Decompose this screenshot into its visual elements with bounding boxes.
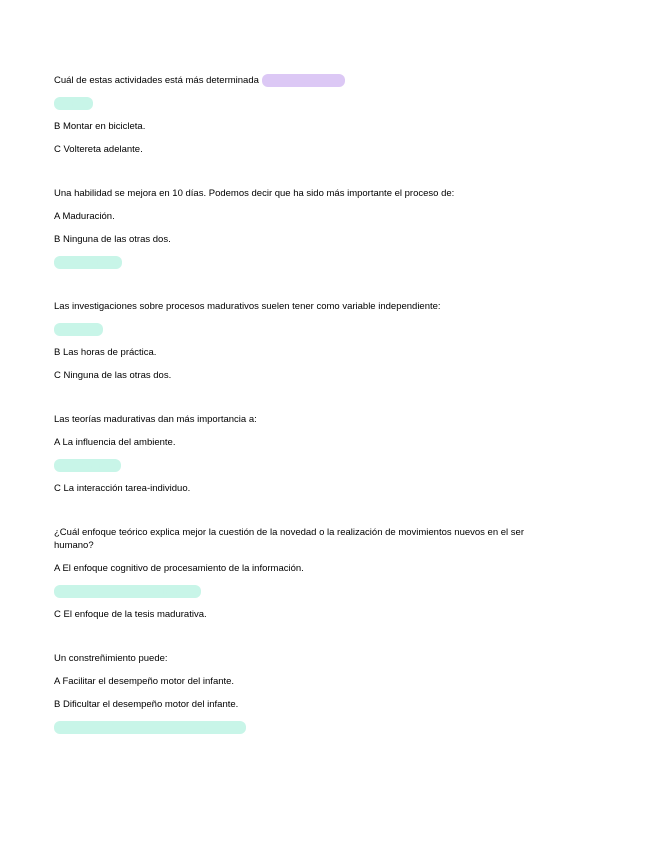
- question-1: [54, 74, 574, 156]
- question-4: [54, 413, 574, 495]
- option-a: [54, 323, 574, 336]
- option-b: B Las horas de práctica.: [54, 347, 157, 358]
- option-a: A Maduración.: [54, 211, 115, 222]
- question-3: [54, 300, 574, 382]
- option-c: C Ninguna de las otras dos.: [54, 370, 172, 381]
- option-b: [54, 459, 574, 472]
- option-c: C El enfoque de la tesis madurativa.: [54, 609, 207, 620]
- correct-answer-highlight: C Las otras dos respuestas son verdaderas.: [54, 721, 246, 734]
- question-5: [54, 526, 574, 621]
- option-a: A El enfoque cognitivo de procesamiento de la información.: [54, 563, 304, 574]
- option-a: A La influencia del ambiente.: [54, 437, 176, 448]
- correct-answer-highlight: C Aprendizaje.: [54, 256, 122, 269]
- question-5-text: ¿Cuál enfoque teórico explica mejor la cuestión de la novedad o la realización de movimientos nuevos en el ser humano?: [54, 527, 524, 551]
- option-b: B Montar en bicicleta.: [54, 121, 146, 132]
- option-c: C Voltereta adelante.: [54, 144, 143, 155]
- question-6: [54, 652, 574, 734]
- question-6-text: Un constreñimiento puede:: [54, 653, 168, 664]
- correct-answer-highlight: B El enfoque ecológico-dinámico.: [54, 585, 201, 598]
- highlighted-keyword: filogenéticamente:: [262, 74, 345, 87]
- option-b: [54, 585, 574, 598]
- question-2-text: Una habilidad se mejora en 10 días. Podemos decir que ha sido más importante el proceso de:: [54, 188, 455, 199]
- option-c: C La interacción tarea-individuo.: [54, 483, 191, 494]
- question-4-text: Las teorías madurativas dan más importancia a:: [54, 414, 257, 425]
- option-c: [54, 256, 574, 269]
- correct-answer-highlight: A La edad: [54, 323, 103, 336]
- option-a: [54, 97, 574, 110]
- question-3-text: Las investigaciones sobre procesos madurativos suelen tener como variable independiente:: [54, 301, 441, 312]
- question-1-stem: Cuál de estas actividades está más determinada: [54, 75, 259, 86]
- option-a: A Facilitar el desempeño motor del infante.: [54, 676, 235, 687]
- question-2: [54, 187, 574, 269]
- correct-answer-highlight: A Andar: [54, 97, 93, 110]
- option-b: B Ninguna de las otras dos.: [54, 234, 171, 245]
- document-page: [54, 74, 574, 734]
- option-b: B Dificultar el desempeño motor del infante.: [54, 699, 239, 710]
- question-1-text: [54, 74, 574, 87]
- option-c: [54, 721, 574, 734]
- correct-answer-highlight: B La herencia.: [54, 459, 121, 472]
